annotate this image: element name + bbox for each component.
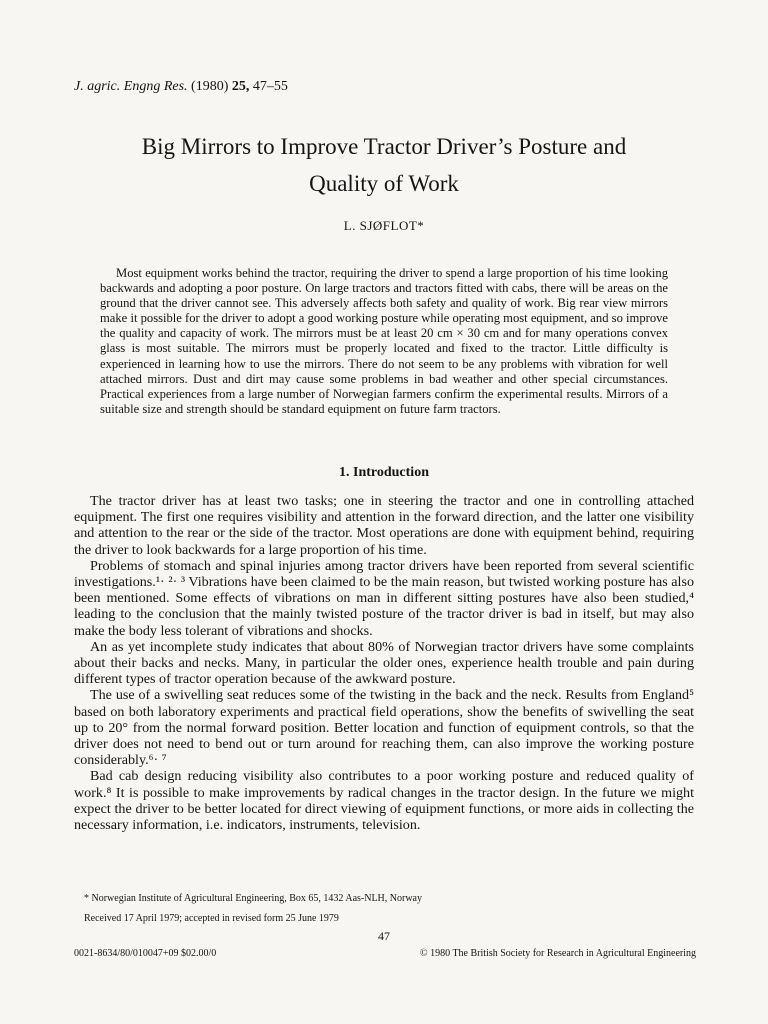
body-text — [74, 493, 694, 833]
journal-pages: 47–55 — [252, 79, 288, 94]
affiliation-footnote: * Norwegian Institute of Agricultural Engineering, Box 65, 1432 Aas-NLH, Norway — [84, 893, 422, 904]
section-heading: 1. Introduction — [339, 465, 429, 480]
journal-volume: 25, — [231, 79, 250, 94]
paragraph: The tractor driver has at least two tasks; one in steering the tractor and one in controlling attached equipment. The first one requires visibility and attention in the forward direction, and the latter one visibility and attention to the rear or the side of the tractor. Most operations are done with equipment behind, requiring the driver to look backwards for a large proportion of his time. — [74, 493, 694, 558]
page-number: 47 — [378, 929, 390, 943]
article-code: 0021-8634/80/010047+09 $02.00/0 — [74, 948, 217, 959]
author: L. SJØFLOT* — [343, 218, 425, 233]
paragraph: An as yet incomplete study indicates that about 80% of Norwegian tractor drivers have some complaints about their backs and necks. Many, in particular the older ones, experience health trouble and pain during different types of tractor operation because of the awkward posture. — [74, 638, 694, 688]
paragraph: The use of a swivelling seat reduces some of the twisting in the back and the neck. Results from England⁵ based on both laboratory experiments and practical field operations, show the benefits of swivelling the seat up to 20° from the normal forward position. Better location and function of equipment controls, so that the driver does not need to bend out or turn around for reaching them, can also improve the working posture considerably.⁶· ⁷ — [74, 687, 694, 769]
paragraph: Bad cab design reducing visibility also contributes to a poor working posture and reduced quality of work.⁸ It is possible to make improvements by radical changes in the tractor design. In the future we might expect the driver to be better located for direct viewing of equipment functions, or more aids in collecting the necessary information, i.e. indicators, instruments, television. — [74, 768, 694, 834]
journal-citation — [74, 79, 288, 95]
received-note: Received 17 April 1979; accepted in revised form 25 June 1979 — [84, 913, 339, 924]
copyright: © 1980 The British Society for Research in Agricultural Engineering — [420, 948, 696, 959]
abstract: Most equipment works behind the tractor, requiring the driver to spend a large proportion of his time looking backwards and adopting a poor posture. On large tractors and tractors fitted with cabs, there will be areas on the ground that the driver cannot see. This adversely affects both safety and quality of work. Big rear view mirrors make it possible for the driver to adopt a good working posture while operating most equipment, and so improve the quality and capacity of work. The mirrors must be at least 20 cm × 30 cm and for many operations convex glass is most suitable. The mirrors must be properly located and fixed to the tractor. Little difficulty is experienced in learning how to use the mirrors. There do not seem to be any problems with vibration for well attached mirrors. Dust and dirt may cause some problems in bad weather and other special circumstances. Practical experiences from a large number of Norwegian farmers confirm the experimental results. Mirrors of a suitable size and strength should be standard equipment on future farm tractors. — [100, 266, 668, 416]
journal-year: (1980) — [191, 79, 229, 94]
title-line-1: Big Mirrors to Improve Tractor Driver’s Posture and — [141, 134, 627, 159]
paragraph: Problems of stomach and spinal injuries among tractor drivers have been reported from several scientific investigations.¹· ²· ³ Vibrations have been claimed to be the main reason, but twisted working posture has also been mentioned. Some effects of vibrations on man in different sitting postures have also been studied,⁴ leading to the conclusion that the mainly twisted posture of the tractor driver is bad in itself, but may also make the body less tolerant of vibrations and shocks. — [74, 557, 694, 639]
title-line-2: Quality of Work — [309, 171, 459, 196]
article-title — [90, 128, 678, 202]
journal-name: J. agric. Engng Res. — [74, 79, 188, 94]
